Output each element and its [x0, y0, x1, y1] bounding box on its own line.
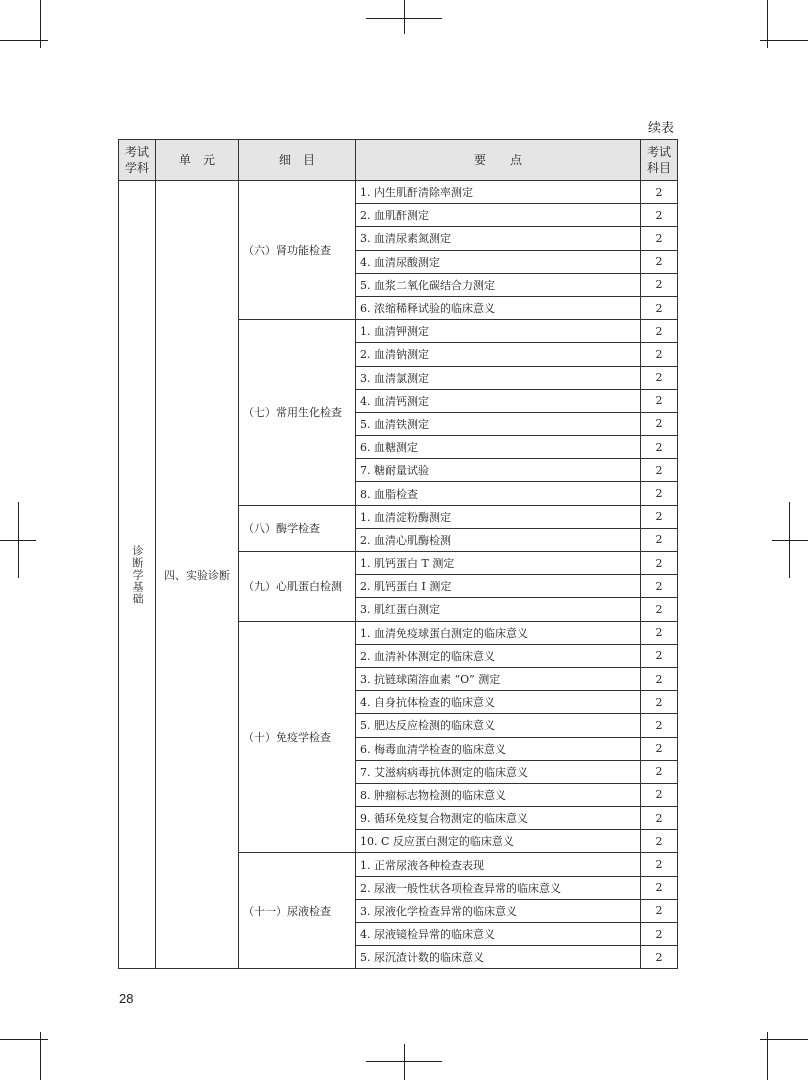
page-number: 28 [119, 991, 134, 1006]
exam-subject-cell: 2 [641, 807, 678, 830]
exam-subject-cell: 2 [641, 505, 678, 528]
point-cell: 5. 血浆二氧化碳结合力测定 [356, 273, 641, 296]
exam-outline-table [118, 139, 678, 969]
exam-subject-cell: 2 [641, 412, 678, 435]
exam-subject-cell: 2 [641, 621, 678, 644]
table-row [119, 181, 678, 204]
header-detail: 细 目 [239, 140, 356, 181]
exam-subject-cell: 2 [641, 459, 678, 482]
unit-cell: 四、实验诊断 [156, 181, 239, 969]
detail-cell: （七）常用生化检查 [239, 320, 356, 506]
continued-label: 续表 [647, 121, 674, 136]
exam-subject-cell: 2 [641, 946, 678, 969]
point-cell: 5. 肥达反应检测的临床意义 [356, 714, 641, 737]
exam-subject-cell: 2 [641, 691, 678, 714]
detail-cell: （十）免疫学检查 [239, 621, 356, 853]
point-cell: 7. 糖耐量试验 [356, 459, 641, 482]
exam-subject-cell: 2 [641, 923, 678, 946]
point-cell: 1. 血清免疫球蛋白测定的临床意义 [356, 621, 641, 644]
point-cell: 5. 血清铁测定 [356, 412, 641, 435]
point-cell: 6. 浓缩稀释试验的临床意义 [356, 296, 641, 319]
exam-subject-cell: 2 [641, 644, 678, 667]
point-cell: 1. 正常尿液各种检查表现 [356, 853, 641, 876]
point-cell: 1. 肌钙蛋白 T 测定 [356, 552, 641, 575]
point-cell: 10. C 反应蛋白测定的临床意义 [356, 830, 641, 853]
point-cell: 2. 肌钙蛋白 I 测定 [356, 575, 641, 598]
point-cell: 8. 血脂检查 [356, 482, 641, 505]
point-cell: 3. 肌红蛋白测定 [356, 598, 641, 621]
point-cell: 3. 抗链球菌溶血素 “O” 测定 [356, 667, 641, 690]
point-cell: 6. 血糖测定 [356, 436, 641, 459]
exam-subject-cell: 2 [641, 899, 678, 922]
exam-subject-cell: 2 [641, 436, 678, 459]
detail-cell: （九）心肌蛋白检测 [239, 552, 356, 622]
header-unit: 单 元 [156, 140, 239, 181]
table-body [119, 181, 678, 969]
header-subject: 考试学科 [119, 140, 156, 181]
exam-subject-cell: 2 [641, 389, 678, 412]
point-cell: 4. 自身抗体检查的临床意义 [356, 691, 641, 714]
point-cell: 3. 血清尿素氮测定 [356, 227, 641, 250]
exam-subject-cell: 2 [641, 181, 678, 204]
header-exam-subject: 考试科目 [641, 140, 678, 181]
point-cell: 2. 尿液一般性状各项检查异常的临床意义 [356, 876, 641, 899]
exam-subject-cell: 2 [641, 830, 678, 853]
point-cell: 1. 血清钾测定 [356, 320, 641, 343]
exam-subject-cell: 2 [641, 320, 678, 343]
exam-subject-cell: 2 [641, 737, 678, 760]
point-cell: 4. 血清尿酸测定 [356, 250, 641, 273]
detail-cell: （六）肾功能检查 [239, 181, 356, 320]
exam-subject-cell: 2 [641, 575, 678, 598]
exam-subject-cell: 2 [641, 783, 678, 806]
exam-subject-cell: 2 [641, 482, 678, 505]
point-cell: 1. 内生肌酐清除率测定 [356, 181, 641, 204]
detail-cell: （八）酶学检查 [239, 505, 356, 551]
point-cell: 6. 梅毒血清学检查的临床意义 [356, 737, 641, 760]
point-cell: 2. 血清钠测定 [356, 343, 641, 366]
point-cell: 2. 血清补体测定的临床意义 [356, 644, 641, 667]
exam-subject-cell: 2 [641, 528, 678, 551]
point-cell: 7. 艾滋病病毒抗体测定的临床意义 [356, 760, 641, 783]
exam-subject-cell: 2 [641, 296, 678, 319]
point-cell: 1. 血清淀粉酶测定 [356, 505, 641, 528]
point-cell: 3. 尿液化学检查异常的临床意义 [356, 899, 641, 922]
table-header-row [119, 140, 678, 181]
point-cell: 8. 肿瘤标志物检测的临床意义 [356, 783, 641, 806]
detail-cell: （十一）尿液检查 [239, 853, 356, 969]
exam-subject-cell: 2 [641, 366, 678, 389]
exam-subject-cell: 2 [641, 853, 678, 876]
exam-subject-cell: 2 [641, 598, 678, 621]
point-cell: 4. 血清钙测定 [356, 389, 641, 412]
exam-subject-cell: 2 [641, 667, 678, 690]
exam-subject-cell: 2 [641, 343, 678, 366]
exam-subject-cell: 2 [641, 227, 678, 250]
point-cell: 9. 循环免疫复合物测定的临床意义 [356, 807, 641, 830]
point-cell: 4. 尿液镜检异常的临床意义 [356, 923, 641, 946]
exam-subject-cell: 2 [641, 552, 678, 575]
subject-cell: 诊断学基础 [119, 181, 156, 969]
exam-subject-cell: 2 [641, 876, 678, 899]
point-cell: 2. 血清心肌酶检测 [356, 528, 641, 551]
point-cell: 3. 血清氯测定 [356, 366, 641, 389]
exam-subject-cell: 2 [641, 714, 678, 737]
exam-subject-cell: 2 [641, 760, 678, 783]
point-cell: 5. 尿沉渣计数的临床意义 [356, 946, 641, 969]
exam-subject-cell: 2 [641, 250, 678, 273]
header-points: 要 点 [356, 140, 641, 181]
exam-subject-cell: 2 [641, 204, 678, 227]
point-cell: 2. 血肌酐测定 [356, 204, 641, 227]
exam-subject-cell: 2 [641, 273, 678, 296]
